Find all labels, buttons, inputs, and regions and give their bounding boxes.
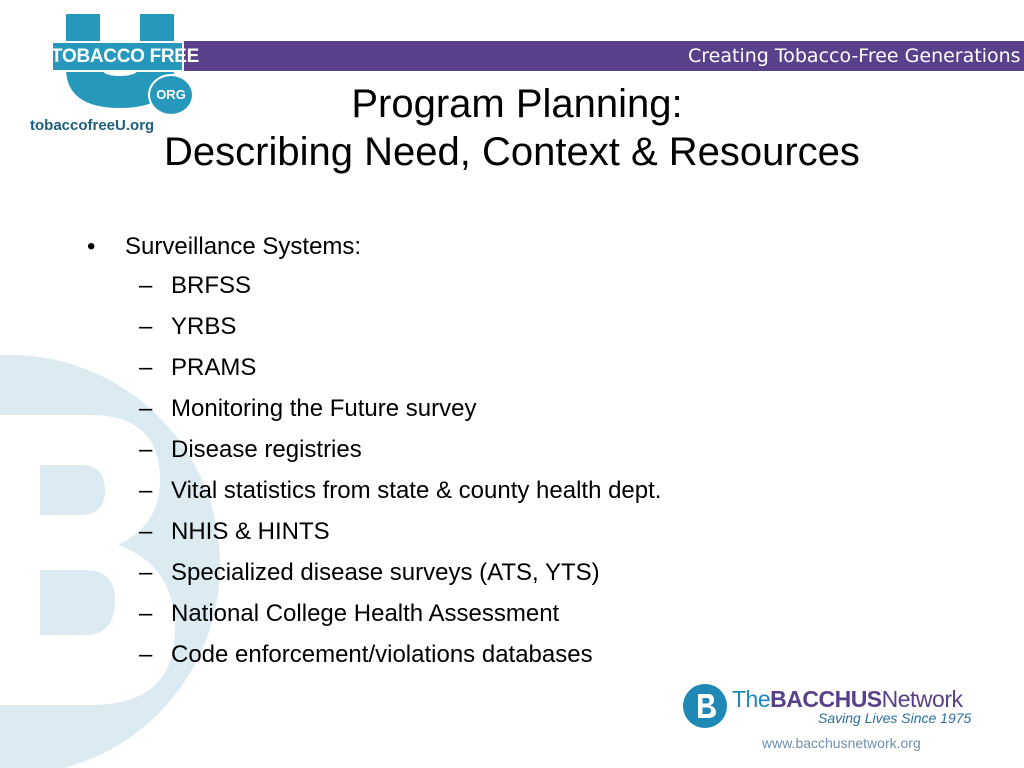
header-tagline: Creating Tobacco-Free Generations (688, 45, 1021, 67)
list-item-text: PRAMS (171, 354, 257, 381)
list-item-text: Disease registries (171, 436, 362, 463)
logo-title: TOBACCO FREE (51, 46, 200, 67)
dash-icon: – (139, 518, 153, 545)
main-bullet-text: Surveillance Systems: (125, 233, 362, 260)
list-item (87, 429, 661, 470)
list-item-text: YRBS (171, 313, 237, 340)
dash-icon: – (139, 559, 153, 586)
bullet-dot-icon: • (87, 233, 96, 260)
list-item-text: NHIS & HINTS (171, 518, 330, 545)
bacchus-network-name (732, 686, 963, 712)
dash-icon: – (139, 272, 153, 299)
slide-title-line-1: Program Planning: (351, 82, 683, 126)
list-item (87, 388, 661, 429)
dash-icon: – (139, 313, 153, 340)
bacchus-name-the: The (732, 686, 771, 712)
dash-icon: – (139, 354, 153, 381)
main-bullet (87, 229, 661, 265)
bullet-list (87, 229, 661, 675)
sub-bullet-list (87, 265, 661, 675)
logo-url: tobaccofreeU.org (30, 117, 155, 134)
dash-icon: – (139, 477, 153, 504)
list-item (87, 306, 661, 347)
list-item-text: BRFSS (171, 272, 252, 299)
list-item-text: National College Health Assessment (171, 600, 560, 627)
bacchus-b-logo-icon (683, 684, 727, 728)
list-item-text: Specialized disease surveys (ATS, YTS) (171, 559, 600, 586)
list-item (87, 593, 661, 634)
bacchus-name-network: Network (881, 686, 963, 712)
bacchus-name-bold: BACCHUS (770, 686, 882, 712)
list-item (87, 634, 661, 675)
list-item-text: Vital statistics from state & county health dept. (171, 477, 662, 504)
dash-icon: – (139, 641, 153, 668)
bacchus-tagline: Saving Lives Since 1975 (818, 710, 972, 726)
dash-icon: – (139, 600, 153, 627)
list-item (87, 347, 661, 388)
list-item-text: Monitoring the Future survey (171, 395, 477, 422)
bacchus-url: www.bacchusnetwork.org (762, 735, 921, 751)
list-item (87, 552, 661, 593)
slide-title (0, 80, 1024, 176)
slide-title-line-2: Describing Need, Context & Resources (164, 130, 860, 174)
dash-icon: – (139, 436, 153, 463)
list-item (87, 265, 661, 306)
list-item (87, 470, 661, 511)
list-item-text: Code enforcement/violations databases (171, 641, 593, 668)
list-item (87, 511, 661, 552)
logo-org-text: ORG (156, 87, 186, 102)
dash-icon: – (139, 395, 153, 422)
